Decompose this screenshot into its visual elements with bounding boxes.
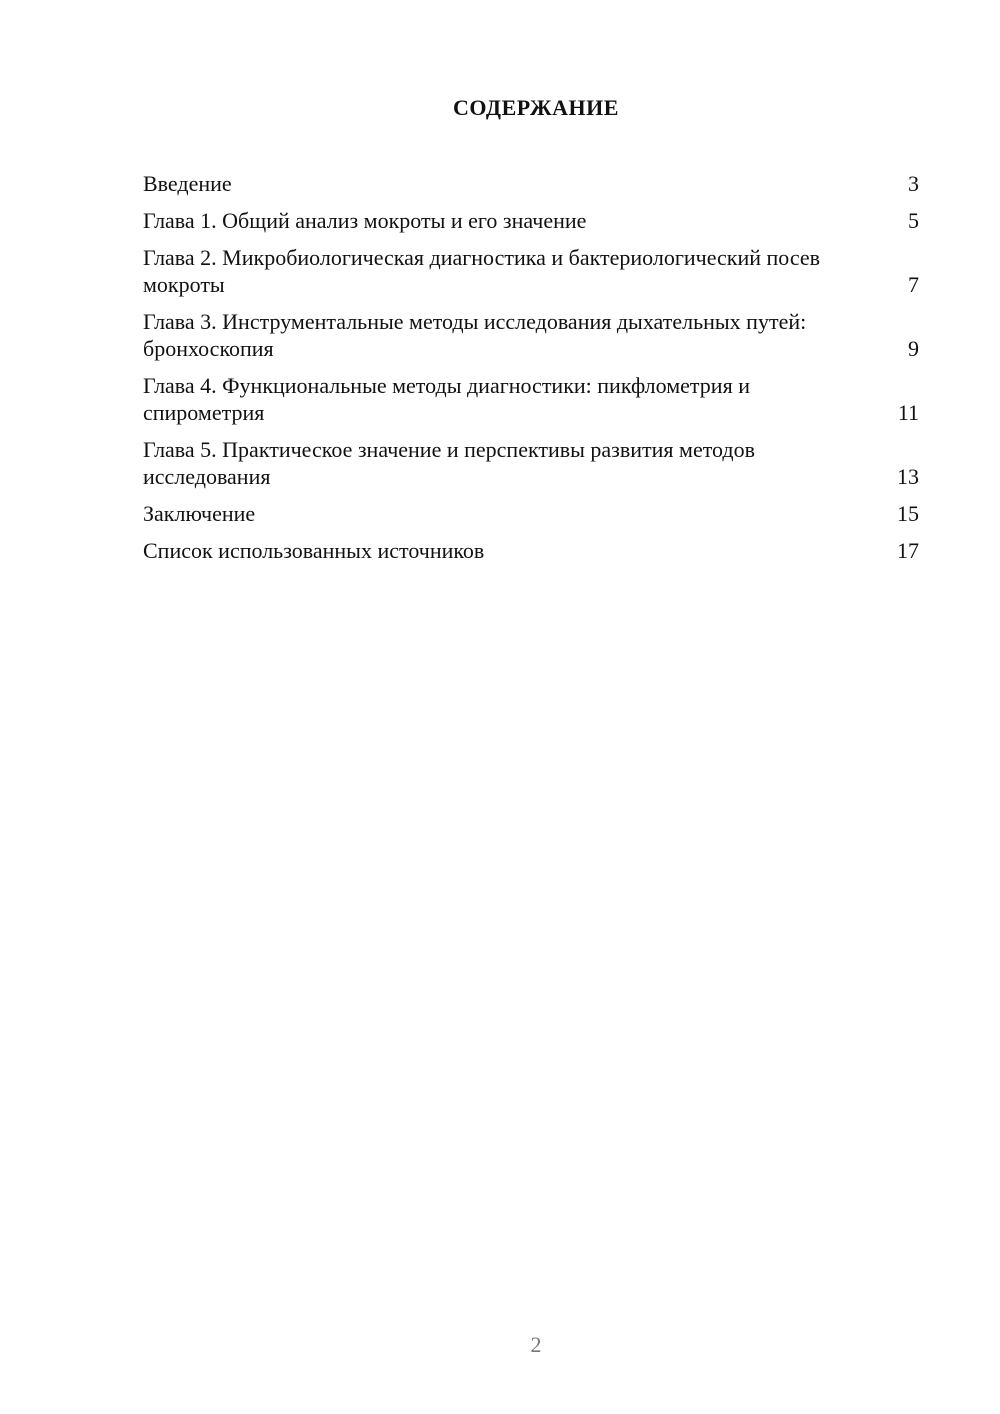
toc-entry-page: 13 — [897, 464, 919, 489]
toc-entry-introduction — [143, 170, 919, 197]
toc-entry-chapter-2 — [143, 244, 919, 298]
page-number: 2 — [530, 1332, 542, 1357]
toc-entry-text: Глава 3. Инструментальные методы исследования дыхательных путей: бронхоскопия — [143, 309, 807, 361]
toc-entry-page: 3 — [908, 171, 919, 196]
toc-entry-conclusion — [143, 500, 919, 527]
toc-entry-page: 7 — [908, 272, 919, 297]
toc-entry-chapter-5 — [143, 436, 919, 490]
toc-entry-text: Глава 4. Функциональные методы диагностики: пикфлометрия и спирометрия — [143, 373, 750, 425]
toc-entry-chapter-4 — [143, 372, 919, 426]
toc-entry-page: 15 — [897, 501, 919, 526]
toc-entry-text: Глава 5. Практическое значение и перспективы развития методов исследования — [143, 437, 755, 489]
toc-entry-page: 5 — [908, 208, 919, 233]
toc-entry-text: Заключение — [143, 501, 256, 526]
table-of-contents — [143, 170, 919, 574]
toc-entry-text: Введение — [143, 171, 232, 196]
toc-entry-text: Глава 1. Общий анализ мокроты и его значение — [143, 208, 587, 233]
toc-entry-chapter-1 — [143, 207, 919, 234]
toc-entry-page: 11 — [897, 400, 919, 425]
toc-entry-text: Глава 2. Микробиологическая диагностика и бактериологический посев мокроты — [143, 245, 821, 297]
toc-entry-page: 9 — [908, 336, 919, 361]
toc-entry-chapter-3 — [143, 308, 919, 362]
page-title: СОДЕРЖАНИЕ — [453, 95, 619, 120]
toc-entry-page: 17 — [897, 538, 919, 563]
toc-entry-references — [143, 537, 919, 564]
toc-entry-text: Список использованных источников — [143, 538, 485, 563]
